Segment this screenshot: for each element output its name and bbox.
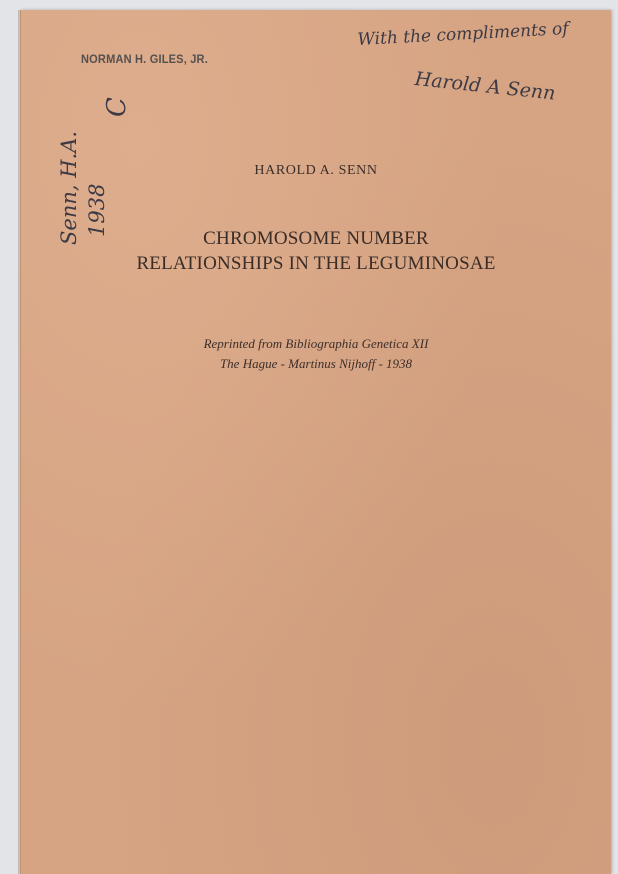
handwritten-inscription: With the compliments of	[357, 18, 570, 50]
document-title	[21, 226, 611, 276]
reprint-note	[21, 334, 611, 374]
catalog-note-author: Senn, H.A.	[57, 130, 81, 245]
owner-stamp: NORMAN H. GILES, JR.	[81, 52, 208, 66]
page-edge-shadow	[18, 10, 21, 874]
title-line-1: CHROMOSOME NUMBER	[203, 228, 429, 249]
handwritten-signature: Harold A Senn	[413, 68, 557, 105]
catalog-mark: C	[101, 97, 132, 117]
catalog-note-year: 1938	[85, 183, 109, 237]
reprint-source: Reprinted from Bibliographia Genetica XII	[203, 336, 429, 351]
title-line-2: RELATIONSHIPS IN THE LEGUMINOSAE	[136, 253, 496, 274]
author-name: HAROLD A. SENN	[254, 163, 378, 178]
pamphlet-cover	[20, 10, 611, 874]
reprint-publisher: The Hague - Martinus Nijhoff - 1938	[219, 356, 413, 371]
